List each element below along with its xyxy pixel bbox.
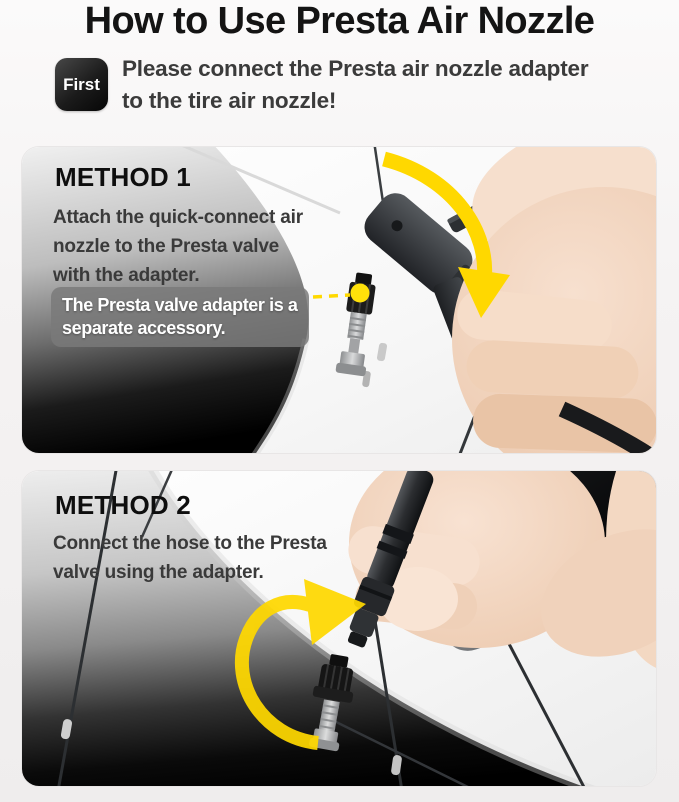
method1-heading: METHOD 1 [55,162,191,192]
intro-text-line-2: to the tire air nozzle! [122,88,337,113]
first-step-badge [55,58,108,111]
first-badge-label: First [63,74,100,94]
note-line-1: The Presta valve adapter is a [62,295,298,315]
method1-card [21,146,657,454]
method2-card [21,470,657,787]
presta-adapter-note [51,287,309,347]
method2-description [53,529,327,587]
method1-description-line-3: with the adapter. [53,265,200,286]
method1-description-line-1: Attach the quick-connect air [53,207,303,228]
hand-finger-illustration [465,339,639,400]
intro-text-line-1: Please connect the Presta air nozzle adapter [122,56,589,81]
method2-description-line-2: valve using the adapter. [53,562,264,583]
page-title: How to Use Presta Air Nozzle [84,0,595,42]
note-line-2: separate accessory. [62,318,226,338]
highlight-dot [351,284,370,303]
intro-text [122,53,588,117]
method1-description-line-2: nozzle to the Presta valve [53,236,280,257]
method2-description-line-1: Connect the hose to the Presta [53,533,327,554]
method2-heading: METHOD 2 [55,490,191,520]
method1-description [53,203,303,290]
